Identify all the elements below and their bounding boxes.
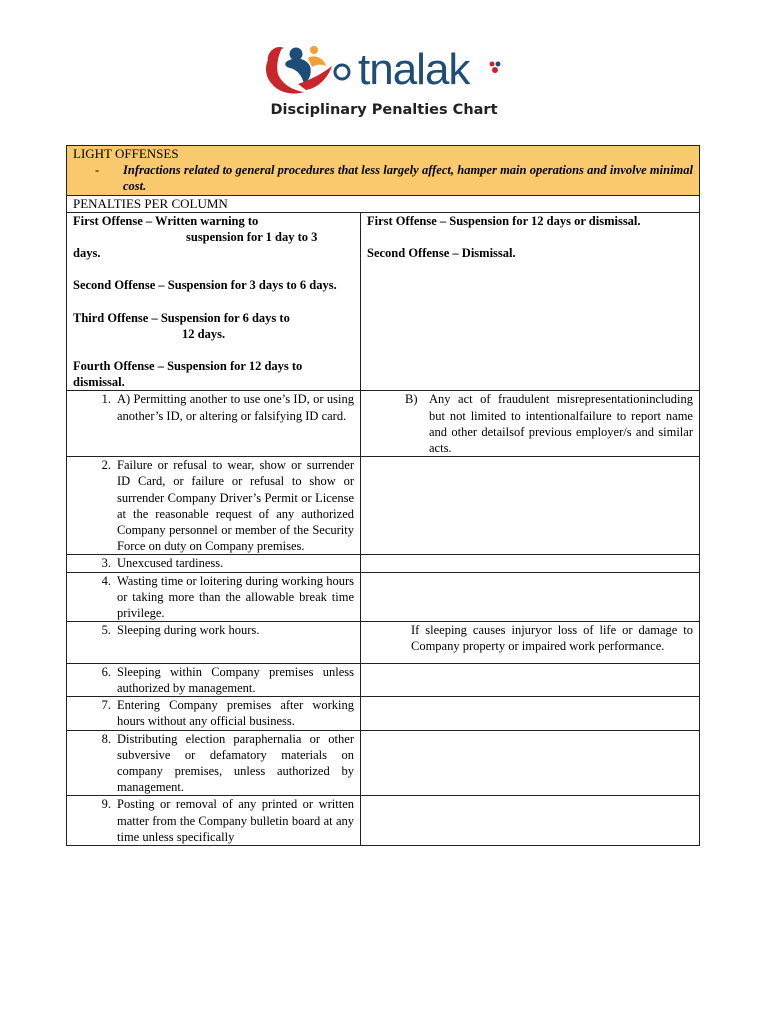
penalty-first-offense-right: First Offense – Suspension for 12 days or dismissal. <box>367 213 641 228</box>
table-row <box>67 730 700 796</box>
item-text: Wasting time or loitering during working hours or taking more than the allowable break time privilege. <box>117 573 354 621</box>
item-number: 2. <box>101 458 111 473</box>
item-number: 4. <box>101 573 111 588</box>
item-text: Distributing election paraphernalia or other subversive or defamatory materials on company premises, unless authorized by management. <box>117 731 354 795</box>
tnalak-emblem-icon <box>262 40 358 100</box>
penalty-third-offense-left: Third Offense – Suspension for 6 days to 12 days. <box>73 310 290 341</box>
light-offenses-header-row <box>67 146 700 196</box>
item-number: 7. <box>101 698 111 713</box>
item-text: Failure or refusal to wear, show or surrender ID Card, or failure or refusal to show or surrender Company Driver’s Permit or License at the reasonable request of any authorized Company personnel or member of the Security Force on duty on Company premises. <box>117 458 354 554</box>
light-offenses-description <box>73 162 693 194</box>
item-text: Sleeping during work hours. <box>117 623 260 638</box>
brand-mark-icon <box>488 60 504 74</box>
light-offenses-heading: LIGHT OFFENSES <box>73 146 179 161</box>
penalties-table <box>66 145 700 846</box>
page-title: Disciplinary Penalties Chart <box>270 102 498 118</box>
item-right-cell <box>361 697 700 730</box>
table-row <box>67 796 700 846</box>
table-row <box>67 391 700 457</box>
item-right-cell <box>361 572 700 622</box>
table-row <box>67 663 700 696</box>
penalty-second-offense-right: Second Offense – Dismissal. <box>367 246 516 261</box>
penalty-second-offense-left: Second Offense – Suspension for 3 days to 6 days. <box>73 278 337 293</box>
item-right-text: If sleeping causes injuryor loss of life or damage to Company property or impaired work performance. <box>411 623 693 654</box>
item-right-text: Any act of fraudulent misrepresentationincluding but not limited to intentionalfailure to report name and other detailsof previous employer/s and similar acts. <box>429 392 693 456</box>
light-offenses-description-text: Infractions related to general procedures that less largely affect, hamper main operations and involve minimal cost. <box>123 163 693 194</box>
item-right-cell <box>361 730 700 796</box>
penalties-heading: PENALTIES PER COLUMN <box>67 195 700 212</box>
table-row <box>67 457 700 555</box>
light-offenses-cell <box>67 146 700 196</box>
item-number: 1. <box>101 392 111 407</box>
item-text: Sleeping within Company premises unless authorized by management. <box>117 664 354 695</box>
item-number: 8. <box>101 731 111 746</box>
penalties-detail-row <box>67 212 700 391</box>
item-right-cell <box>361 457 700 555</box>
item-text: Posting or removal of any printed or written matter from the Company bulletin board at any time unless specifically <box>117 797 354 844</box>
item-right-cell <box>361 555 700 572</box>
item-sub-label: B) <box>405 392 418 407</box>
penalty-fourth-offense-left: Fourth Offense – Suspension for 12 days to dismissal. <box>73 359 303 390</box>
item-number: 3. <box>101 556 111 571</box>
table-row <box>67 697 700 730</box>
item-right-cell <box>361 796 700 846</box>
penalties-right-cell <box>361 212 700 391</box>
penalties-left-cell <box>67 212 361 391</box>
item-right-cell <box>361 663 700 696</box>
company-logo <box>262 40 512 100</box>
table-row <box>67 572 700 622</box>
table-row <box>67 555 700 572</box>
item-text: A) Permitting another to use one’s ID, or using another’s ID, or altering or falsifying ID card. <box>117 392 354 423</box>
penalty-first-offense-left: First Offense – Written warning to suspension for 1 day to 3 days. <box>73 213 318 261</box>
item-number: 5. <box>101 623 111 638</box>
brand-wordmark: tnalak <box>358 45 470 94</box>
table-row <box>67 622 700 663</box>
item-number: 9. <box>101 797 111 812</box>
item-text: Unexcused tardiness. <box>117 556 224 571</box>
item-number: 6. <box>101 664 111 679</box>
bullet-dash: - <box>95 163 100 178</box>
item-text: Entering Company premises after working hours without any official business. <box>117 698 354 729</box>
document-header <box>0 0 768 140</box>
penalties-header-row <box>67 195 700 212</box>
